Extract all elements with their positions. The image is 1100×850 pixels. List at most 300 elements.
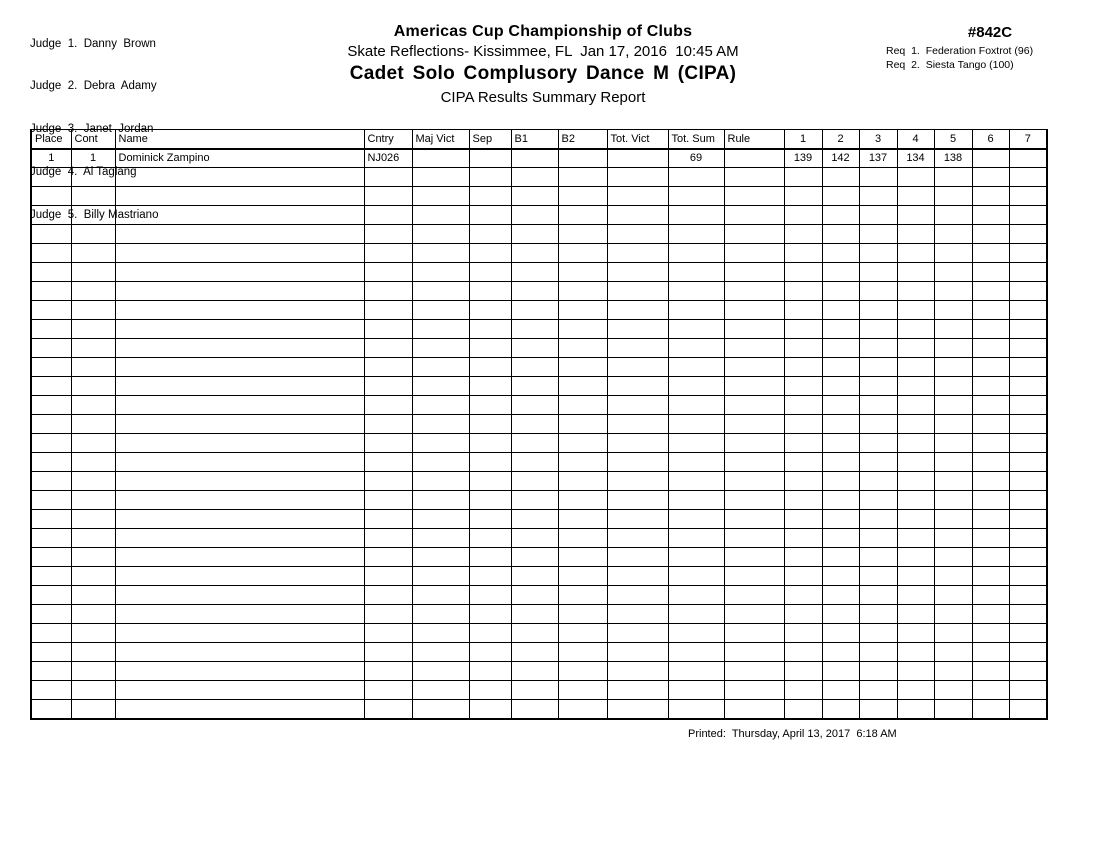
cell: 134	[897, 149, 934, 168]
cell	[784, 396, 822, 415]
empty-row	[31, 624, 1047, 643]
cell	[31, 282, 71, 301]
cell	[71, 377, 115, 396]
cell: 137	[859, 149, 897, 168]
cell	[784, 187, 822, 206]
cell	[71, 529, 115, 548]
cell	[668, 301, 724, 320]
cell	[934, 586, 972, 605]
cell	[607, 700, 668, 719]
cell	[859, 624, 897, 643]
cell	[115, 681, 364, 700]
cell	[972, 263, 1009, 282]
results-header-row	[31, 130, 1047, 149]
cell	[607, 586, 668, 605]
cell	[607, 643, 668, 662]
cell	[412, 529, 469, 548]
cell	[31, 263, 71, 282]
cell	[71, 624, 115, 643]
column-header-5: 5	[934, 130, 972, 149]
cell	[934, 662, 972, 681]
cell	[607, 320, 668, 339]
judge-line-3: Judge 3. Janet Jordan	[30, 123, 154, 136]
cell	[1009, 396, 1047, 415]
judge-line-5: Judge 5. Billy Mastriano	[30, 209, 159, 222]
cell	[668, 453, 724, 472]
cell	[724, 377, 784, 396]
cell	[784, 643, 822, 662]
cell	[972, 206, 1009, 225]
cell	[822, 586, 859, 605]
cell	[972, 567, 1009, 586]
cell	[364, 377, 412, 396]
cell	[859, 244, 897, 263]
cell	[972, 168, 1009, 187]
cell	[1009, 643, 1047, 662]
cell	[934, 529, 972, 548]
cell	[897, 358, 934, 377]
cell	[412, 263, 469, 282]
cell	[511, 282, 558, 301]
cell	[934, 358, 972, 377]
cell	[558, 624, 607, 643]
cell	[71, 301, 115, 320]
cell	[412, 301, 469, 320]
cell	[412, 567, 469, 586]
empty-row	[31, 396, 1047, 415]
cell	[972, 491, 1009, 510]
cell	[115, 339, 364, 358]
column-header-cont: Cont	[71, 130, 115, 149]
cell	[558, 586, 607, 605]
cell	[1009, 700, 1047, 719]
cell	[934, 415, 972, 434]
cell	[859, 586, 897, 605]
cell	[607, 510, 668, 529]
cell	[897, 605, 934, 624]
cell	[934, 282, 972, 301]
cell	[972, 187, 1009, 206]
cell	[897, 282, 934, 301]
cell	[364, 320, 412, 339]
cell	[469, 149, 511, 168]
cell	[972, 282, 1009, 301]
cell	[822, 225, 859, 244]
cell	[724, 263, 784, 282]
cell	[897, 320, 934, 339]
cell	[897, 263, 934, 282]
empty-row	[31, 339, 1047, 358]
cell	[511, 586, 558, 605]
cell	[115, 643, 364, 662]
cell	[668, 643, 724, 662]
cell	[934, 624, 972, 643]
cell	[31, 681, 71, 700]
column-header-b2: B2	[558, 130, 607, 149]
cell	[558, 472, 607, 491]
cell	[724, 244, 784, 263]
cell	[784, 510, 822, 529]
cell	[668, 282, 724, 301]
cell	[71, 320, 115, 339]
cell	[412, 586, 469, 605]
cell	[469, 491, 511, 510]
cell	[859, 681, 897, 700]
cell	[784, 168, 822, 187]
cell	[412, 472, 469, 491]
cell	[607, 244, 668, 263]
cell	[822, 662, 859, 681]
cell	[972, 377, 1009, 396]
cell	[668, 396, 724, 415]
cell	[31, 472, 71, 491]
cell	[934, 434, 972, 453]
cell	[724, 358, 784, 377]
report-title: CIPA Results Summary Report	[440, 89, 646, 106]
cell	[31, 339, 71, 358]
cell	[511, 453, 558, 472]
cell	[364, 244, 412, 263]
cell	[71, 168, 115, 187]
cell	[822, 624, 859, 643]
cell	[115, 529, 364, 548]
empty-row	[31, 282, 1047, 301]
empty-row	[31, 529, 1047, 548]
cell	[115, 415, 364, 434]
cell	[1009, 358, 1047, 377]
cell	[934, 187, 972, 206]
empty-row	[31, 187, 1047, 206]
cell	[31, 567, 71, 586]
cell	[558, 377, 607, 396]
cell	[469, 453, 511, 472]
cell	[558, 662, 607, 681]
empty-row	[31, 358, 1047, 377]
cell	[71, 282, 115, 301]
cell	[412, 358, 469, 377]
cell	[115, 491, 364, 510]
cell	[558, 339, 607, 358]
cell	[822, 320, 859, 339]
cell	[71, 472, 115, 491]
cell	[972, 586, 1009, 605]
empty-row	[31, 548, 1047, 567]
cell	[859, 700, 897, 719]
cell	[668, 548, 724, 567]
cell	[822, 263, 859, 282]
cell	[934, 700, 972, 719]
cell	[859, 415, 897, 434]
cell: 139	[784, 149, 822, 168]
cell	[668, 605, 724, 624]
results-table	[30, 129, 1048, 720]
cell	[31, 453, 71, 472]
cell	[934, 643, 972, 662]
cell	[71, 510, 115, 529]
cell	[115, 282, 364, 301]
cell	[934, 206, 972, 225]
cell	[412, 624, 469, 643]
cell	[972, 244, 1009, 263]
cell	[897, 529, 934, 548]
cell	[115, 605, 364, 624]
cell	[412, 206, 469, 225]
cell	[469, 301, 511, 320]
cell	[607, 624, 668, 643]
cell	[668, 434, 724, 453]
cell	[511, 643, 558, 662]
cell	[558, 605, 607, 624]
cell	[972, 225, 1009, 244]
cell	[558, 434, 607, 453]
empty-row	[31, 586, 1047, 605]
cell	[607, 358, 668, 377]
cell	[724, 643, 784, 662]
cell	[934, 225, 972, 244]
cell	[511, 434, 558, 453]
cell	[668, 187, 724, 206]
cell	[668, 225, 724, 244]
cell	[115, 700, 364, 719]
cell	[934, 339, 972, 358]
cell	[511, 339, 558, 358]
cell	[558, 225, 607, 244]
cell	[934, 263, 972, 282]
column-header-6: 6	[972, 130, 1009, 149]
cell	[897, 415, 934, 434]
column-header-name: Name	[115, 130, 364, 149]
cell	[115, 434, 364, 453]
cell	[859, 662, 897, 681]
cell	[558, 244, 607, 263]
cell	[1009, 605, 1047, 624]
cell	[558, 491, 607, 510]
cell	[31, 548, 71, 567]
cell	[558, 396, 607, 415]
cell	[724, 472, 784, 491]
cell	[558, 529, 607, 548]
cell	[668, 700, 724, 719]
cell	[511, 358, 558, 377]
empty-row	[31, 643, 1047, 662]
cell	[607, 681, 668, 700]
cell	[412, 700, 469, 719]
cell	[115, 263, 364, 282]
cell	[412, 662, 469, 681]
column-header-b1: B1	[511, 130, 558, 149]
cell	[412, 339, 469, 358]
cell	[511, 662, 558, 681]
cell	[784, 700, 822, 719]
empty-row	[31, 510, 1047, 529]
cell	[364, 358, 412, 377]
cell	[469, 700, 511, 719]
empty-row	[31, 320, 1047, 339]
empty-row	[31, 453, 1047, 472]
cell	[822, 548, 859, 567]
cell	[1009, 434, 1047, 453]
cell	[31, 377, 71, 396]
cell	[364, 187, 412, 206]
cell	[897, 377, 934, 396]
cell	[364, 624, 412, 643]
cell	[412, 510, 469, 529]
cell	[412, 415, 469, 434]
cell	[972, 415, 1009, 434]
cell	[668, 567, 724, 586]
judge-line-1: Judge 1. Danny Brown	[30, 37, 156, 50]
cell	[511, 605, 558, 624]
cell	[859, 396, 897, 415]
cell	[607, 396, 668, 415]
cell	[897, 662, 934, 681]
cell	[822, 529, 859, 548]
cell	[364, 491, 412, 510]
cell	[724, 206, 784, 225]
requirements-list	[886, 44, 1068, 72]
empty-row	[31, 244, 1047, 263]
cell	[469, 396, 511, 415]
cell	[1009, 681, 1047, 700]
cell	[364, 643, 412, 662]
cell	[607, 339, 668, 358]
cell	[31, 168, 71, 187]
cell	[31, 491, 71, 510]
cell	[469, 548, 511, 567]
cell	[31, 301, 71, 320]
cell	[724, 434, 784, 453]
cell	[1009, 244, 1047, 263]
cell: 69	[668, 149, 724, 168]
cell	[784, 453, 822, 472]
cell: NJ026	[364, 149, 412, 168]
empty-row	[31, 434, 1047, 453]
cell	[668, 263, 724, 282]
cell	[412, 453, 469, 472]
cell	[71, 700, 115, 719]
cell	[668, 206, 724, 225]
cell	[511, 548, 558, 567]
cell	[469, 244, 511, 263]
cell	[469, 339, 511, 358]
cell	[469, 168, 511, 187]
cell	[1009, 149, 1047, 168]
cell	[71, 643, 115, 662]
cell	[859, 225, 897, 244]
cell	[469, 415, 511, 434]
cell: 138	[934, 149, 972, 168]
cell	[724, 548, 784, 567]
cell	[784, 206, 822, 225]
cell	[71, 662, 115, 681]
cell	[511, 206, 558, 225]
cell	[558, 567, 607, 586]
cell	[859, 263, 897, 282]
cell	[71, 586, 115, 605]
cell	[724, 187, 784, 206]
cell	[859, 453, 897, 472]
cell	[724, 339, 784, 358]
cell	[934, 510, 972, 529]
cell: 1	[31, 149, 71, 168]
cell	[784, 282, 822, 301]
cell	[364, 301, 412, 320]
cell	[724, 529, 784, 548]
cell	[972, 453, 1009, 472]
cell	[31, 700, 71, 719]
column-header-cntry: Cntry	[364, 130, 412, 149]
cell	[412, 681, 469, 700]
column-header-place: Place	[31, 130, 71, 149]
cell	[412, 491, 469, 510]
judge-line-4: Judge 4. Al Taglang	[30, 166, 137, 179]
cell	[1009, 662, 1047, 681]
cell	[1009, 567, 1047, 586]
cell	[71, 339, 115, 358]
cell	[31, 434, 71, 453]
cell	[724, 510, 784, 529]
cell	[558, 320, 607, 339]
cell	[71, 187, 115, 206]
cell	[511, 491, 558, 510]
cell	[31, 206, 71, 225]
cell	[1009, 225, 1047, 244]
column-header-tot-sum: Tot. Sum	[668, 130, 724, 149]
cell	[115, 396, 364, 415]
cell	[668, 415, 724, 434]
cell	[511, 510, 558, 529]
cell	[412, 548, 469, 567]
cell	[784, 567, 822, 586]
cell	[972, 529, 1009, 548]
cell	[558, 453, 607, 472]
cell	[607, 434, 668, 453]
cell	[364, 225, 412, 244]
cell	[934, 681, 972, 700]
cell	[558, 206, 607, 225]
empty-row	[31, 700, 1047, 719]
cell	[511, 415, 558, 434]
cell	[115, 320, 364, 339]
cell	[859, 339, 897, 358]
cell	[1009, 529, 1047, 548]
cell	[859, 529, 897, 548]
cell	[412, 396, 469, 415]
column-header-rule: Rule	[724, 130, 784, 149]
cell	[784, 529, 822, 548]
cell	[724, 624, 784, 643]
cell	[784, 244, 822, 263]
cell	[558, 415, 607, 434]
cell	[1009, 263, 1047, 282]
cell	[469, 567, 511, 586]
cell	[859, 301, 897, 320]
cell	[71, 434, 115, 453]
cell	[412, 244, 469, 263]
cell	[668, 377, 724, 396]
cell	[934, 605, 972, 624]
column-header-2: 2	[822, 130, 859, 149]
cell	[469, 643, 511, 662]
cell	[1009, 377, 1047, 396]
cell	[859, 605, 897, 624]
cell	[558, 301, 607, 320]
cell	[668, 510, 724, 529]
cell	[972, 396, 1009, 415]
cell: 1	[71, 149, 115, 168]
cell	[31, 415, 71, 434]
cell	[972, 434, 1009, 453]
